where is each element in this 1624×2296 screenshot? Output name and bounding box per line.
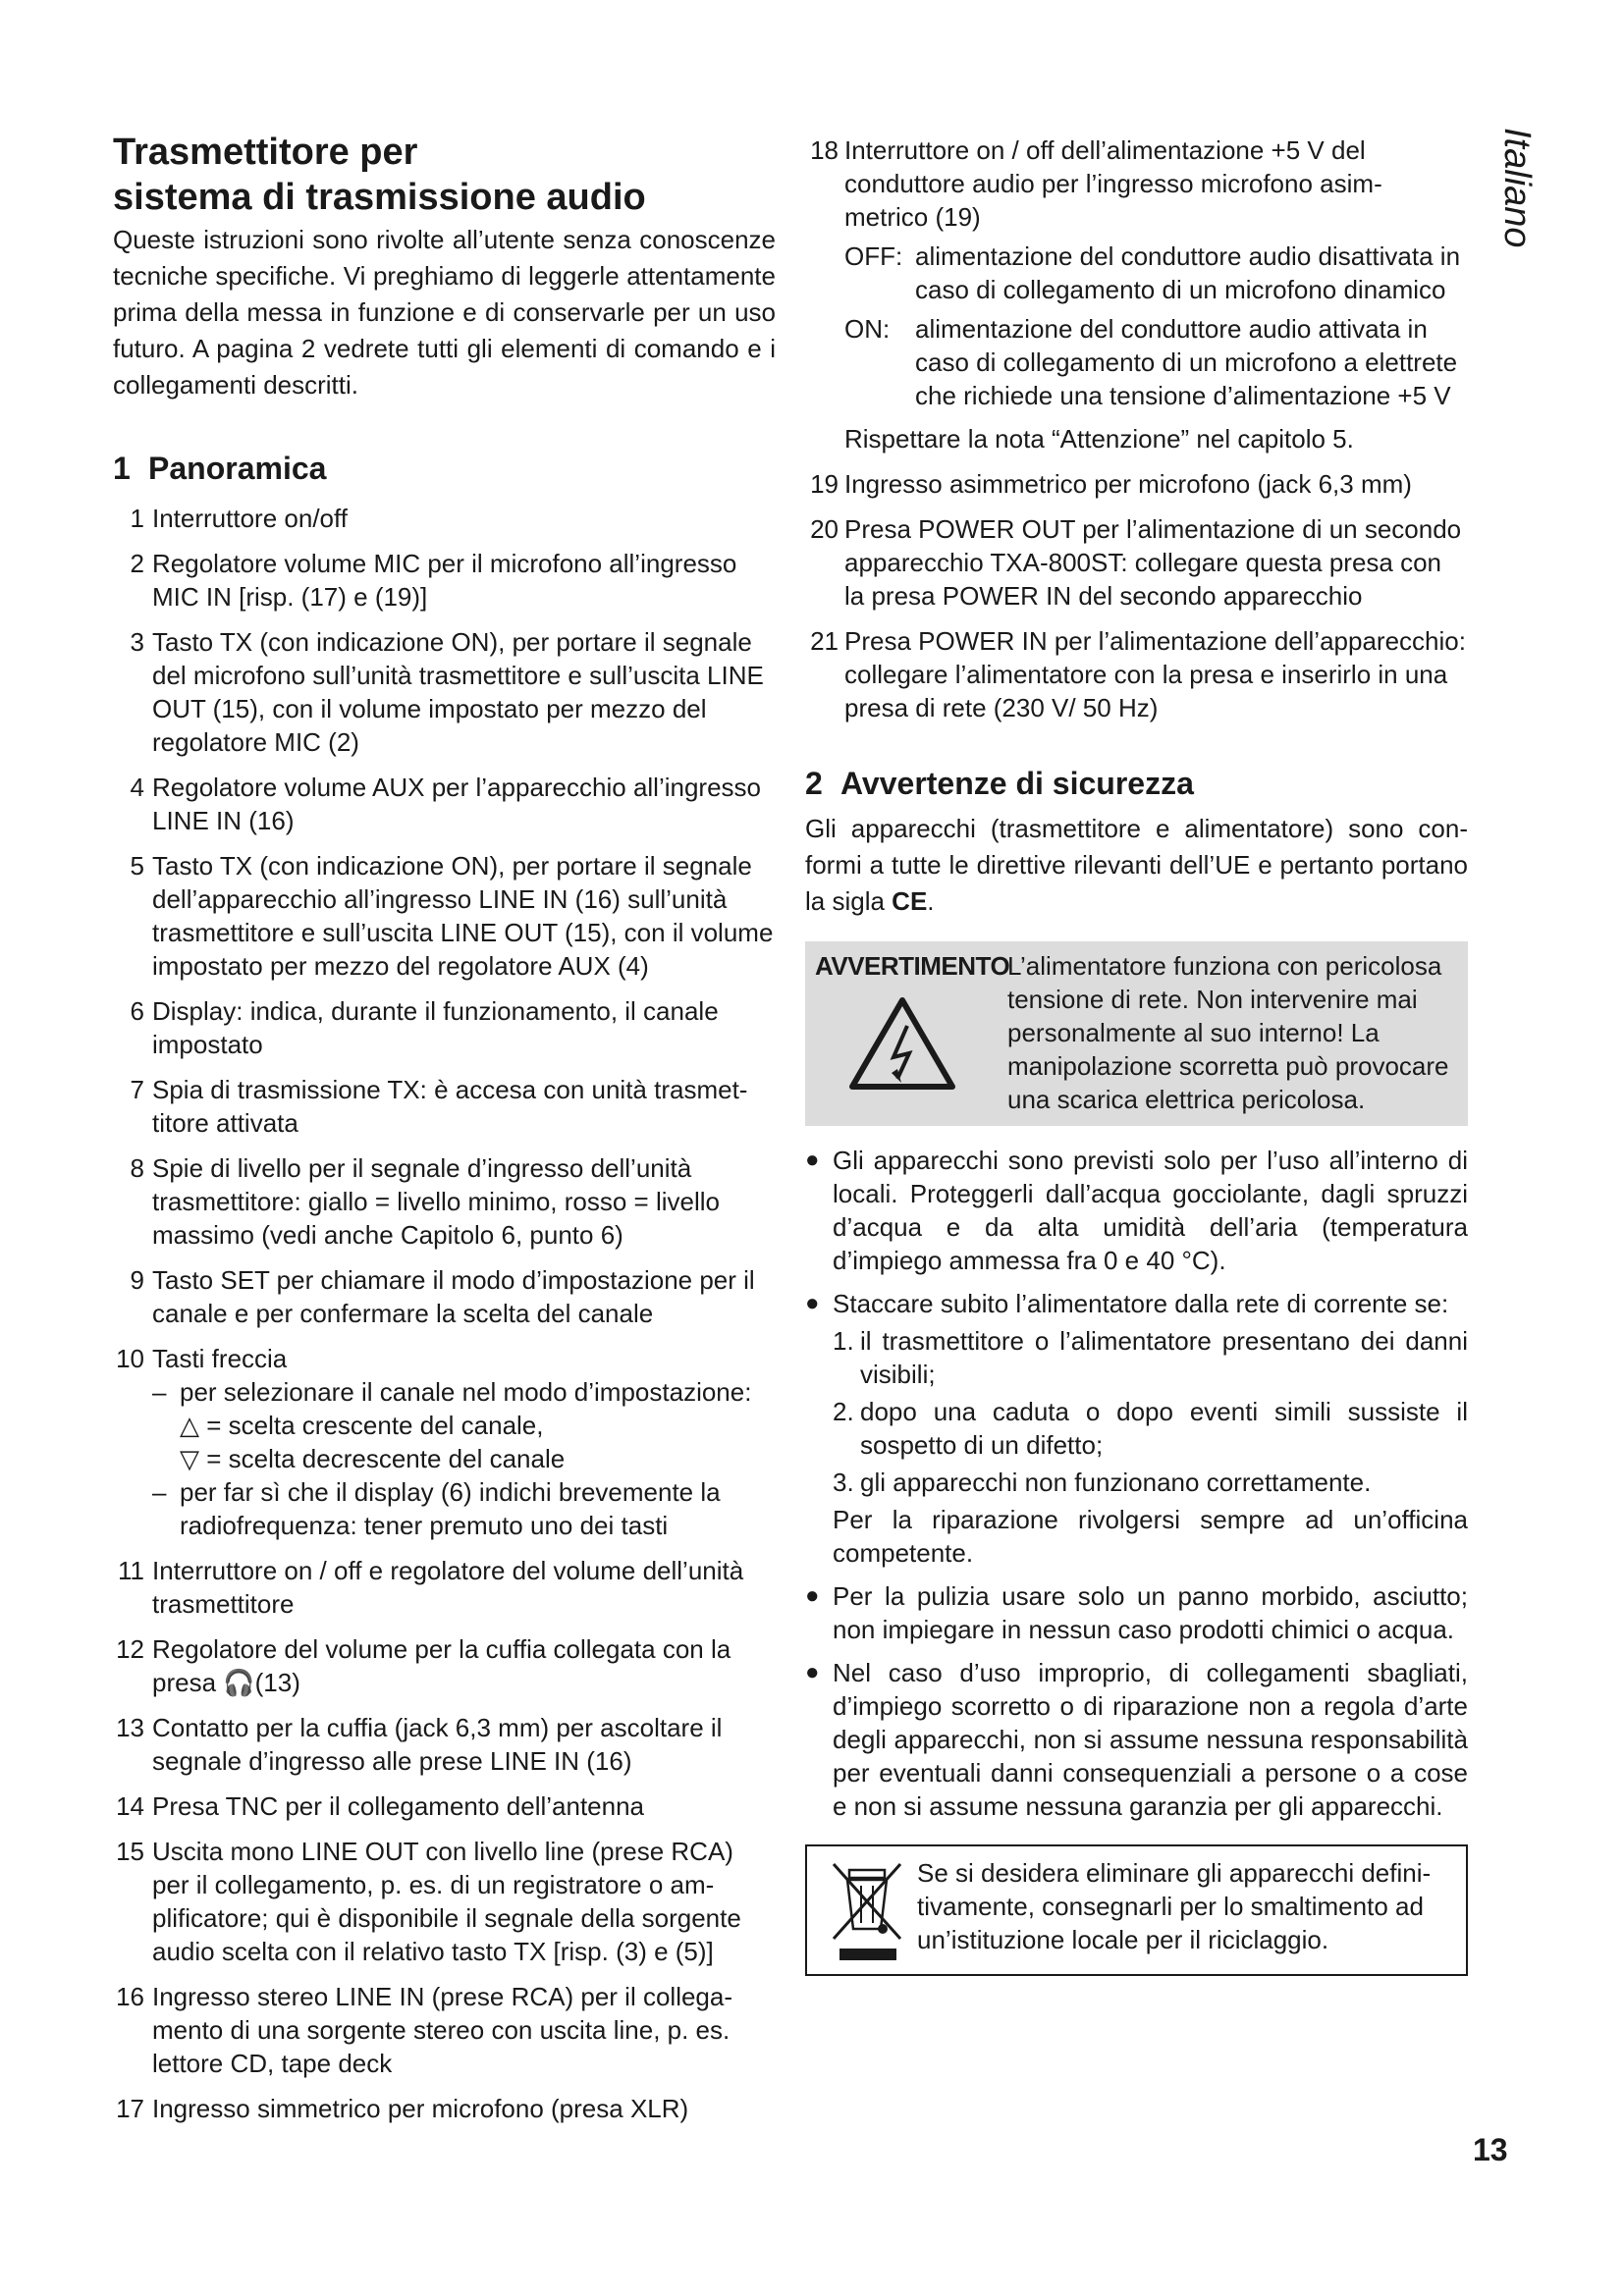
bullet-item: ● Staccare subito l’alimentatore dalla rete di corrente se: 1. il trasmettitore o l’alimentatore presentano dei danni visibili; 2. dopo una caduta o dopo eventi simili sussiste il sospetto di un difetto; 3. gli apparecchi non funzionano correttamente. Per la riparazione rivolgersi sempre ad un’officina competente. [805, 1289, 1468, 1568]
item-number: 6 [130, 996, 144, 1026]
arrow-up-line: △ = scelta crescente del canale, [180, 1411, 544, 1440]
item-text: Presa TNC per il collegamento dell’antenna [152, 1791, 645, 1821]
ce-mark: CE [892, 886, 928, 916]
numbered-item-index: 1. [833, 1326, 854, 1356]
numbered-item-text: gli apparecchi non funzionano correttamente. [860, 1468, 1372, 1497]
item-number: 17 [116, 2094, 144, 2123]
item-number: 20 [810, 514, 839, 544]
item-text: Spia di trasmissione TX: è accesa con unità trasmettitore attivata [152, 1075, 748, 1138]
section-heading-overview: 1 Panoramica [113, 451, 327, 486]
list-item [113, 1980, 776, 2080]
list-item [113, 1789, 776, 1823]
bullet-item: ● Nel caso d’uso improprio, di collegamenti sbagliati, d’impiego scorretto o di riparazione non a regola d’arte degli apparecchi, non si assume nessuna responsabilità per eventuali danni consequenziali a persone o a cose e non si assume nessuna garanzia per gli apparecchi. [805, 1658, 1468, 1821]
warning-text: L’alimentatore funziona con pericolosa tensione di rete. Non intervenire mai personalmente al suo interno! La manipolazione scorretta può provocare una scarica elettrica pericolosa. [1007, 951, 1449, 1114]
item-number: 19 [810, 469, 839, 499]
list-item [113, 502, 776, 535]
item-number: 12 [116, 1634, 144, 1664]
language-label: Italiano [1496, 128, 1538, 248]
numbered-item-index: 2. [833, 1397, 854, 1426]
on-option: ON: alimentazione del conduttore audio attivata in caso di collegamento di un microfono a elettrete che richiede una tensione d’alimentazione +5 V [844, 314, 1458, 410]
item-number: 4 [130, 773, 144, 802]
list-item [113, 1073, 776, 1140]
list-item [805, 467, 1468, 501]
list-item [113, 849, 776, 983]
item-number: 7 [130, 1075, 144, 1104]
sub-item: – per selezionare il canale nel modo d’impostazione: [152, 1377, 752, 1407]
list-item [805, 512, 1468, 613]
list-item: 18 Interruttore on / off dell’alimentazione +5 V del conduttore audio per l’ingresso microfono asimmetrico (19) OFF: alimentazione del conduttore audio disattivata in caso di collegamento di un microfono dinamico ON: alimentazione del conduttore audio attivata in caso di collegamento di un microfono a elettrete che richiede una tensione d’alimentazione +5 V Rispettare la nota “Attenzione” nel capitolo 5. [805, 133, 1468, 455]
item-text: Contatto per la cuffia (jack 6,3 mm) per ascoltare il segnale d’ingresso alle prese LINE IN (16) [152, 1713, 723, 1776]
item-number: 3 [130, 627, 144, 657]
list-item [113, 1835, 776, 1968]
overview-list [113, 502, 776, 1330]
left-column [113, 130, 776, 2137]
item-text: Presa POWER IN per l’alimentazione dell’apparecchio: collegare l’alimentatore con la presa e inserirlo in una presa di rete (230 V/ 50 Hz) [844, 626, 1466, 722]
arrow-down-line: ▽ = scelta decrescente del canale [180, 1444, 566, 1473]
item-text: Interruttore on/off [152, 504, 348, 533]
right-column [805, 133, 1468, 1976]
item-number: 16 [116, 1982, 144, 2011]
crossed-bin-icon [819, 1856, 917, 1964]
item-number: 13 [116, 1713, 144, 1742]
high-voltage-warning-icon [848, 996, 956, 1091]
item-number: 8 [130, 1153, 144, 1183]
item-text: Uscita mono LINE OUT con livello line (prese RCA) per il collegamento, p. es. di un registratore o amplificatore; qui è disponibile il segnale della sorgente audio scelta con il relativo tasto TX [risp. (3) e (5)] [152, 1837, 741, 1966]
page-number: 13 [1473, 2132, 1508, 2167]
numbered-item [833, 1466, 1468, 1499]
item-number: 14 [116, 1791, 144, 1821]
item-number: 11 [118, 1556, 144, 1585]
list-item [113, 1632, 776, 1699]
item-number: 21 [810, 626, 839, 656]
numbered-item [833, 1395, 1468, 1462]
list-item [113, 1263, 776, 1330]
item-text: Tasto TX (con indicazione ON), per portare il segnale dell’apparecchio all’ingresso LINE IN (16) sull’unità trasmettitore e sull’uscita LINE OUT (15), con il volume impostato per mezzo del regolatore AUX (4) [152, 851, 774, 981]
sub-item: – per far sì che il display (6) indichi brevemente la radiofrequenza: tener premuto uno dei tasti [152, 1477, 721, 1540]
item-text: Regolatore volume MIC per il microfono all’ingresso MIC IN [risp. (17) e (19)] [152, 549, 737, 612]
item-text: Regolatore volume AUX per l’apparecchio all’ingresso LINE IN (16) [152, 773, 762, 835]
off-option: OFF: alimentazione del conduttore audio disattivata in caso di collegamento di un microfono dinamico [844, 241, 1461, 304]
numbered-item-index: 3. [833, 1468, 854, 1497]
warning-box [805, 941, 1468, 1126]
warning-label: AVVERTIMENTO [815, 951, 1010, 981]
overview-list-continued [113, 1554, 776, 2125]
numbered-item [833, 1324, 1468, 1391]
language-tab [1492, 128, 1538, 344]
list-item [113, 1711, 776, 1778]
list-item [113, 994, 776, 1061]
item-number: 2 [130, 549, 144, 578]
disposal-box [805, 1844, 1468, 1976]
item-number: 5 [130, 851, 144, 881]
item-number: 1 [130, 504, 144, 533]
list-item [113, 547, 776, 614]
item-text: Tasto TX (con indicazione ON), per portare il segnale del microfono sull’unità trasmettitore e sull’uscita LINE OUT (15), con il volume impostato per mezzo del regolatore MIC (2) [152, 627, 764, 757]
section-heading-safety: 2 Avvertenze di sicurezza [805, 766, 1194, 801]
item-text: Regolatore del volume per la cuffia collegata con la presa 🎧(13) [152, 1634, 731, 1697]
bullet-item: ● Gli apparecchi sono previsti solo per l’uso all’interno di locali. Proteggerli dall’acqua gocciolante, dagli spruzzi d’acqua e da alta umidità dell’aria (temperatura d’impiego ammessa fra 0 e 40 °C). [805, 1146, 1468, 1275]
numbered-list [833, 1324, 1468, 1499]
arrow-down-icon: ▽ [180, 1444, 199, 1473]
numbered-item-text: dopo una caduta o dopo eventi simili sussiste il sospetto di un difetto; [860, 1397, 1468, 1460]
safety-intro: Gli apparecchi (trasmettitore e alimentatore) sono conformi a tutte le direttive rilevanti dell’UE e pertanto portano la sigla CE. [805, 814, 1468, 916]
list-item [113, 625, 776, 759]
item-text: Ingresso simmetrico per microfono (presa XLR) [152, 2094, 689, 2123]
list-item [805, 624, 1468, 724]
item-text: Spie di livello per il segnale d’ingresso dell’unità trasmettitore: giallo = livello minimo, rosso = livello massimo (vedi anche Capitolo 6, punto 6) [152, 1153, 720, 1250]
item-number: 15 [116, 1837, 144, 1866]
page-title: Trasmettitore per sistema di trasmissione audio [113, 132, 646, 218]
item-text: Display: indica, durante il funzionamento, il canale impostato [152, 996, 719, 1059]
intro-paragraph: Queste istruzioni sono rivolte all’utente senza conoscenze tecniche specifiche. Vi preghiamo di leggerle attentamente prima della messa in funzione e di conservarle per un uso futuro. A pagina 2 vedrete tutti gli elementi di comando e i collegamenti descritti. [113, 225, 776, 400]
item-text: Ingresso stereo LINE IN (prese RCA) per il collegamento di una sorgente stereo con uscita line, p. es. lettore CD, tape deck [152, 1982, 733, 2078]
attention-note: Rispettare la nota “Attenzione” nel capitolo 5. [844, 424, 1354, 454]
disposal-text: Se si desidera eliminare gli apparecchi definitivamente, consegnarli per lo smaltimento ad un’istituzione locale per il riciclaggio. [917, 1858, 1432, 1954]
repair-note: Per la riparazione rivolgersi sempre ad un’officina competente. [833, 1505, 1468, 1568]
item-text: Presa POWER OUT per l’alimentazione di un secondo apparecchio TXA-800ST: collegare questa presa con la presa POWER IN del secondo apparecchio [844, 514, 1462, 611]
bullet-item: ● Per la pulizia usare solo un panno morbido, asciutto; non impiegare in nessun caso prodotti chimici o acqua. [805, 1581, 1468, 1644]
list-item: 10 Tasti freccia – per selezionare il canale nel modo d’impostazione: △ = scelta crescente del canale, ▽ = scelta decrescente del canale – per far sì che il display (6) indichi brevemente la radiofrequenza: tener premuto uno dei tasti [113, 1342, 776, 1542]
numbered-item-text: il trasmettitore o l’alimentatore presentano dei danni visibili; [860, 1326, 1468, 1389]
list-item [113, 1554, 776, 1621]
item-text: Ingresso asimmetrico per microfono (jack 6,3 mm) [844, 469, 1412, 499]
list-item [113, 2092, 776, 2125]
item-text: Interruttore on / off e regolatore del volume dell’unità trasmettitore [152, 1556, 744, 1619]
arrow-up-icon: △ [180, 1411, 199, 1440]
list-item [113, 1151, 776, 1252]
overview-list-end [805, 467, 1468, 724]
item-text: Tasto SET per chiamare il modo d’impostazione per il canale e per confermare la scelta del canale [152, 1265, 755, 1328]
item-number: 9 [130, 1265, 144, 1295]
list-item [113, 771, 776, 837]
